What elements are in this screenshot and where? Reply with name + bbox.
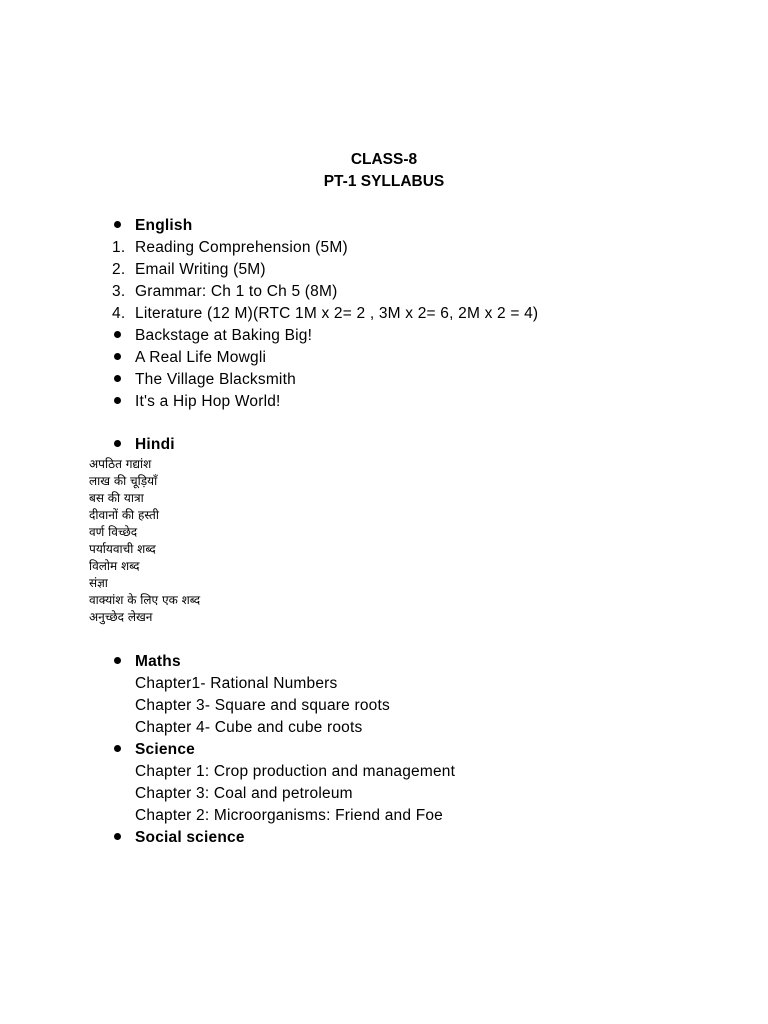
list-item: अनुच्छेद लेखन xyxy=(89,610,153,624)
list-item: वाक्यांश के लिए एक शब्द xyxy=(89,593,201,607)
syllabus-title: PT-1 SYLLABUS xyxy=(323,173,445,190)
bullet-icon xyxy=(112,391,130,413)
english-heading: English xyxy=(135,217,193,234)
bullet-icon xyxy=(112,739,130,761)
list-item: संज्ञा xyxy=(89,576,108,590)
bullet-icon xyxy=(112,434,130,456)
class-title: CLASS-8 xyxy=(350,151,418,168)
list-item: अपठित गद्यांश xyxy=(89,457,152,471)
bullet-icon xyxy=(112,369,130,391)
list-item: वर्ण विच्छेद xyxy=(89,525,138,539)
bullet-icon xyxy=(112,347,130,369)
bullet-icon xyxy=(112,325,130,347)
bullet-icon xyxy=(112,827,130,849)
bullet-icon xyxy=(112,651,130,673)
maths-heading: Maths xyxy=(135,653,181,670)
list-item: लाख की चूड़ियाँ xyxy=(89,474,158,488)
list-item: दीवानों की हस्ती xyxy=(89,508,159,522)
social-science-heading: Social science xyxy=(135,829,245,846)
list-item: पर्यायवाची शब्द xyxy=(89,542,156,556)
science-heading: Science xyxy=(135,741,195,758)
hindi-heading: Hindi xyxy=(135,436,175,453)
bullet-icon xyxy=(112,215,130,237)
list-item: बस की यात्रा xyxy=(89,491,144,505)
document-page: CLASS-8 PT-1 SYLLABUS English 1. Reading Comprehension (5M) 2. Email Writing (5M) 3. Grammar: Ch 1 to Ch 5 (8M) 4. Literature (12 M)(RTC 1M x 2= 2 , 3M x 2= 6, 2M x 2 = 4) Backstage at Baking Big! A Real Life Mowgli The Village Blacksmith It's a Hip Hop World! Hindi अपठित गद्यांश लाख की चूड़ियाँ बस की यात्रा दीवानों की हस्ती वर्ण विच्छेद पर्यायवाची शब्द विलोम शब्द संज्ञा वाक्यांश के लिए एक शब्द अनुच्छेद लेखन Maths Chapter1- Rational Numbers Chapter 3- Square and square roots Chapter 4- Cube and cube roots Science Chapter 1: Crop production and management Chapter 3: Coal and petroleum Chapter 2: Microorganisms: Friend and Foe Social science xyxy=(0,0,768,1024)
list-item: विलोम शब्द xyxy=(89,559,140,573)
